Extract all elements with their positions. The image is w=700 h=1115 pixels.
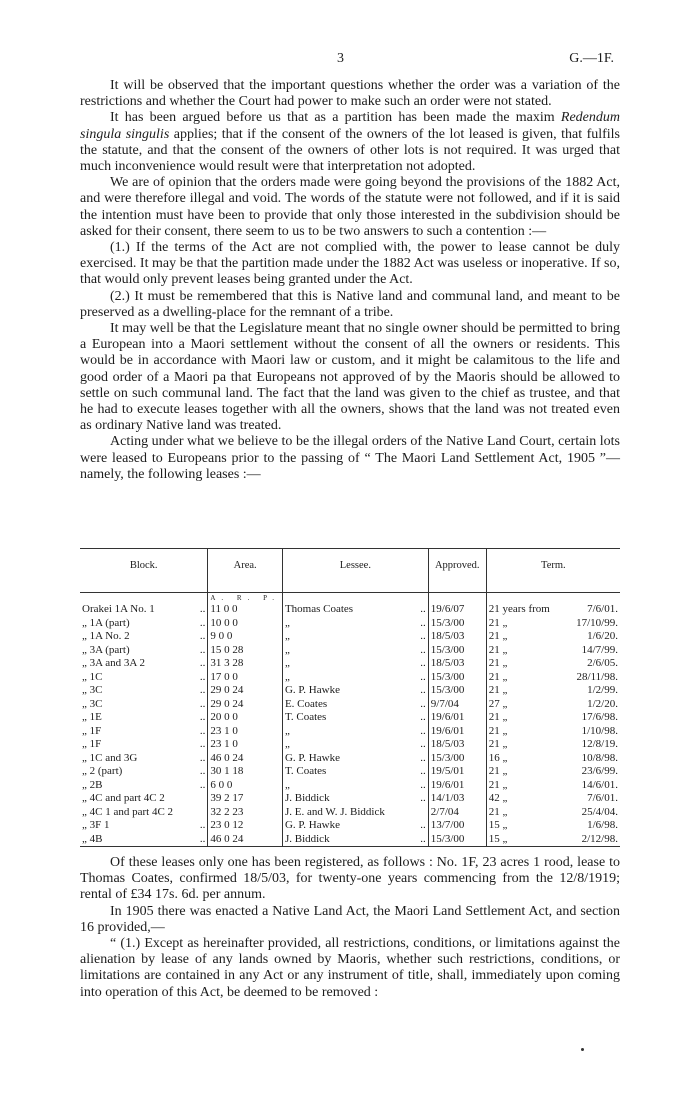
term-cell-text: 21 „ [488,711,508,723]
lessee-cell-suffix: .. [420,711,426,723]
term-cell-text: 21 „ [488,765,508,777]
term-cell-suffix: 1/10/98. [581,724,618,737]
table-row [80,644,620,658]
approved-cell-text: 2/7/04 [430,805,459,818]
lessee-cell-suffix: .. [420,751,426,764]
term-cell-suffix: 1/6/20. [587,630,618,642]
term-cell-suffix: 10/8/98. [581,751,618,764]
block-cell-text: „ 1C [82,670,103,683]
block-cell-text: „ 1E [82,711,102,723]
term-cell [486,752,620,766]
lessee-cell-suffix: .. [420,643,426,656]
term-cell-text: 21 „ [488,805,508,818]
approved-cell [428,657,486,671]
lessee-cell [282,819,428,833]
block-cell [80,833,208,847]
term-cell-suffix: 17/6/98. [581,711,618,723]
term-cell [486,833,620,847]
approved-cell-text: 15/3/00 [430,684,465,696]
units-row [80,593,620,604]
lessee-cell-text: J. Biddick [284,792,330,804]
lessee-cell [282,752,428,766]
table-row [80,752,620,766]
table-row [80,698,620,712]
area-cell-text: 10 0 0 [210,616,238,629]
term-cell-suffix: 14/6/01. [581,778,618,791]
lessee-cell-text: „ [284,778,290,791]
table-row [80,617,620,631]
lessee-cell-suffix: .. [420,819,426,831]
block-cell-suffix: .. [199,819,206,831]
lessee-cell-text: „ [284,738,290,750]
lessee-cell-text: G. P. Hawke [284,684,340,696]
table-body [80,593,620,847]
term-cell [486,779,620,793]
term-cell [486,765,620,779]
lessee-cell-suffix: .. [420,738,426,750]
block-cell [80,630,208,644]
block-cell [80,806,208,820]
block-cell [80,671,208,685]
lessee-cell-suffix: .. [420,832,426,845]
lessee-cell-suffix: .. [420,724,426,737]
body-text-top [80,78,620,483]
area-cell [208,617,283,631]
area-units: A. R. P. [208,593,283,604]
term-cell [486,725,620,739]
paragraph: (2.) It must be remembered that this is Native land and communal land, and meant to be preserved as a dwelling-place for the remnant of a tribe. [80,288,620,320]
block-cell-suffix: .. [199,711,206,723]
table-row [80,711,620,725]
term-cell-suffix: 28/11/98. [576,670,618,683]
term-cell-text: 15 „ [488,819,508,831]
block-cell-text: „ 4B [82,832,103,845]
lessee-cell [282,630,428,644]
column-header: Area. [208,549,283,593]
block-cell-suffix: .. [199,751,206,764]
term-cell-text: 21 „ [488,630,508,642]
lessee-cell [282,833,428,847]
block-cell-suffix: .. [199,616,206,629]
lessee-cell-text: „ [284,724,290,737]
lessee-cell-text: „ [284,616,290,629]
lessee-cell-text: „ [284,657,290,669]
lessee-cell [282,671,428,685]
lessee-cell-text: J. Biddick [284,832,330,845]
term-cell [486,657,620,671]
lessee-cell [282,738,428,752]
term-cell-suffix: 25/4/04. [581,805,618,818]
approved-cell-text: 19/6/01 [430,778,465,791]
table-row [80,671,620,685]
block-cell-text: „ 2B [82,778,103,791]
area-cell-text: 32 2 23 [210,805,244,818]
block-cell-suffix: .. [199,643,206,656]
term-cell [486,819,620,833]
block-cell [80,752,208,766]
page-number: 3 [337,51,344,66]
term-cell-text: 21 years from [488,603,550,615]
lessee-cell-suffix: .. [420,697,426,710]
term-cell-text: 21 „ [488,657,508,669]
block-cell-suffix: .. [199,738,206,750]
approved-cell [428,711,486,725]
table-row [80,725,620,739]
block-cell [80,765,208,779]
approved-cell-text: 15/3/00 [430,670,465,683]
paragraph: We are of opinion that the orders made were going beyond the provisions of the 1882 Act, and were therefore illegal and void. The words of the statute were not followed, and if it is said the intention must have been to provide that only those interested in the subdivision should be asked for their consent, there seem to us to be two answers to such a contention :— [80,175,620,239]
paragraph-text: It has been argued before us that as a partition has been made the maxim [110,110,555,126]
approved-cell [428,752,486,766]
area-cell-text: 39 2 17 [210,792,244,804]
table-row [80,630,620,644]
approved-cell-text: 15/3/00 [430,643,465,656]
block-cell-text: Orakei 1A No. 1 [82,603,155,615]
lessee-cell [282,779,428,793]
lessee-cell-suffix: .. [420,603,426,615]
lessee-cell [282,806,428,820]
table-row [80,738,620,752]
block-cell [80,603,208,617]
lessee-cell-suffix: .. [420,630,426,642]
approved-cell-text: 15/3/00 [430,616,465,629]
term-cell-suffix: 1/6/98. [587,819,618,831]
block-cell [80,684,208,698]
block-cell-suffix: .. [199,684,206,696]
lessee-cell-text: T. Coates [284,765,327,777]
approved-cell [428,684,486,698]
approved-cell-text: 18/5/03 [430,657,465,669]
term-cell-text: 21 „ [488,643,508,656]
paragraph: (1.) If the terms of the Act are not complied with, the power to lease cannot be duly exercised. It may be that the partition made under the 1882 Act was useless or inoperative. If so, that would only prevent leases being granted under the Act. [80,240,620,288]
lessee-cell-text: E. Coates [284,697,328,710]
term-cell-text: 21 „ [488,684,508,696]
area-cell [208,684,283,698]
lessee-cell [282,617,428,631]
paragraph: In 1905 there was enacted a Native Land Act, the Maori Land Settlement Act, and section 16 provided,— [80,903,620,935]
column-header: Term. [486,549,620,593]
block-cell [80,617,208,631]
table-header-row [80,549,620,593]
term-cell [486,671,620,685]
block-cell-text: „ 1A (part) [82,616,130,629]
term-cell-text: 42 „ [488,792,508,804]
lessee-cell-suffix: .. [420,670,426,683]
lessee-cell [282,657,428,671]
area-cell [208,630,283,644]
block-cell-text: „ 1F [82,724,102,737]
approved-cell-text: 19/6/01 [430,724,465,737]
approved-cell [428,819,486,833]
block-cell-text: „ 4C and part 4C 2 [82,792,165,804]
term-cell-text: 21 „ [488,616,508,629]
block-cell-text: „ 3C [82,684,103,696]
term-cell-suffix: 2/12/98. [581,832,618,845]
area-cell-text: 29 0 24 [210,684,244,696]
approved-cell [428,806,486,820]
block-cell-suffix: .. [199,832,206,845]
term-cell-text: 16 „ [488,751,508,764]
block-cell [80,657,208,671]
block-cell-suffix: .. [199,657,206,669]
table-row [80,779,620,793]
term-cell [486,806,620,820]
area-cell-text: 30 1 18 [210,765,244,777]
lessee-cell-text: G. P. Hawke [284,751,340,764]
table-row [80,765,620,779]
block-cell [80,819,208,833]
lessee-cell-suffix: .. [420,684,426,696]
term-cell-suffix: 7/6/01. [587,792,618,804]
area-cell-text: 31 3 28 [210,657,244,669]
block-cell [80,711,208,725]
block-cell-text: „ 3C [82,697,103,710]
area-cell [208,752,283,766]
area-cell-text: 9 0 0 [210,630,233,642]
area-cell-text: 23 1 0 [210,738,238,750]
approved-cell [428,671,486,685]
block-cell-suffix: .. [199,724,206,737]
approved-cell-text: 9/7/04 [430,697,459,710]
lessee-cell-suffix: .. [420,792,426,804]
lessee-cell-text: Thomas Coates [284,603,354,615]
area-cell-text: 15 0 28 [210,643,244,656]
paragraph: Acting under what we believe to be the illegal orders of the Native Land Court, certain lots were leased to Europeans prior to the passing of “ The Maori Land Settlement Act, 1905 ”—namely, the following leases :— [80,434,620,482]
body-text-bottom [80,855,620,1001]
block-cell [80,792,208,806]
lessee-cell-text: T. Coates [284,711,327,723]
paragraph: Of these leases only one has been registered, as follows : No. 1F, 23 acres 1 rood, lease to Thomas Coates, confirmed 18/5/03, for twenty-one years commencing from the 12/8/1919; rental of £34 17s. 6d. per annum. [80,855,620,903]
approved-cell-text: 14/1/03 [430,792,465,804]
term-cell-suffix: 7/6/01. [587,603,618,615]
paragraph [80,110,620,175]
area-cell [208,738,283,752]
block-cell [80,779,208,793]
area-cell [208,711,283,725]
area-cell-text: 11 0 0 [210,603,238,615]
approved-cell [428,644,486,658]
area-cell [208,833,283,847]
block-cell [80,738,208,752]
table-row [80,684,620,698]
approved-cell [428,603,486,617]
column-header: Block. [80,549,208,593]
area-cell-text: 23 1 0 [210,724,238,737]
area-cell [208,644,283,658]
lessee-cell-suffix: .. [420,778,426,791]
lessee-cell [282,725,428,739]
block-cell-text: „ 3A (part) [82,643,130,656]
lessee-cell-text: „ [284,630,290,642]
latin-maxim: Redendum singula singulis [80,110,620,142]
approved-cell [428,617,486,631]
approved-cell-text: 13/7/00 [430,819,465,831]
term-cell-suffix: 14/7/99. [581,643,618,656]
term-cell-text: 21 „ [488,778,508,791]
lessee-cell [282,684,428,698]
term-cell [486,684,620,698]
term-cell [486,698,620,712]
area-cell-text: 6 0 0 [210,778,233,791]
lessee-cell-text: „ [284,643,290,656]
term-cell-suffix: 1/2/20. [587,697,618,710]
lessee-cell-text: J. E. and W. J. Biddick [284,805,385,818]
term-cell [486,792,620,806]
approved-cell-text: 19/6/07 [430,603,465,615]
term-cell [486,711,620,725]
term-cell-text: 21 „ [488,738,508,750]
block-cell-suffix: .. [199,778,206,791]
block-cell-text: „ 3A and 3A 2 [82,657,145,669]
table-row [80,792,620,806]
lessee-cell [282,711,428,725]
term-cell [486,738,620,752]
area-cell-text: 23 0 12 [210,819,244,831]
term-cell-suffix: 2/6/05. [587,657,618,669]
approved-cell-text: 18/5/03 [430,738,465,750]
area-cell-text: 46 0 24 [210,832,244,845]
area-cell-text: 20 0 0 [210,711,238,723]
term-cell-text: 27 „ [488,697,508,710]
table-row [80,819,620,833]
approved-cell-text: 15/3/00 [430,832,465,845]
block-cell-text: „ 1A No. 2 [82,630,130,642]
lessee-cell-text: G. P. Hawke [284,819,340,831]
paragraph-text: applies; that if the consent of the owners of the lot leased is given, that fulfils the statute, and that the consent of the owners of other lots is not required. It was urged that much inconvenience would result were that interpretation not adopted. [80,126,621,175]
lessee-cell [282,644,428,658]
lessee-cell-suffix: .. [420,616,426,629]
block-cell-text: „ 1C and 3G [82,751,138,764]
table-row [80,806,620,820]
term-cell-suffix: 23/6/99. [581,765,618,777]
lessee-cell [282,765,428,779]
area-cell-text: 17 0 0 [210,670,238,683]
lessee-cell-suffix: .. [420,765,426,777]
area-cell [208,671,283,685]
term-cell-text: 21 „ [488,724,508,737]
stray-dot [581,1048,584,1051]
approved-cell-text: 19/6/01 [430,711,465,723]
approved-cell [428,698,486,712]
area-cell [208,779,283,793]
approved-cell [428,792,486,806]
approved-cell [428,833,486,847]
area-cell [208,819,283,833]
approved-cell [428,738,486,752]
term-cell-suffix: 1/2/99. [587,684,618,696]
approved-cell-text: 18/5/03 [430,630,465,642]
block-cell-suffix: .. [199,603,206,615]
approved-cell-text: 19/5/01 [430,765,465,777]
page-header [0,51,700,71]
block-cell-suffix: .. [199,670,206,683]
block-cell [80,725,208,739]
lessee-cell [282,792,428,806]
leases-table [80,548,620,847]
table-row [80,657,620,671]
block-cell-text: „ 4C 1 and part 4C 2 [82,805,174,818]
lessee-cell [282,603,428,617]
paragraph: It will be observed that the important questions whether the order was a variation of the restrictions and whether the Court had power to make such an order were not stated. [80,78,620,110]
block-cell-suffix: .. [199,765,206,777]
approved-cell [428,779,486,793]
term-cell-suffix: 12/8/19. [581,738,618,750]
approved-cell [428,630,486,644]
term-cell-suffix: 17/10/99. [576,616,618,629]
table-row [80,833,620,847]
area-cell [208,698,283,712]
area-cell [208,603,283,617]
area-cell [208,657,283,671]
lessee-cell-suffix: .. [420,657,426,669]
paragraph: “ (1.) Except as hereinafter provided, all restrictions, conditions, or limitations against the alienation by lease of any lands owned by Maoris, whether such restrictions, conditions, or limitations are contained in any Act or any instrument of title, shall, immediately upon coming into operation of this Act, be deemed to be removed : [80,936,620,1000]
column-header: Approved. [428,549,486,593]
term-cell-text: 21 „ [488,670,508,683]
term-cell [486,630,620,644]
lessee-cell-text: „ [284,670,290,683]
block-cell-text: „ 2 (part) [82,765,123,777]
area-cell-text: 46 0 24 [210,751,244,764]
area-cell [208,725,283,739]
term-cell-text: 15 „ [488,832,508,845]
approved-cell-text: 15/3/00 [430,751,465,764]
approved-cell [428,725,486,739]
paragraph: It may well be that the Legislature meant that no single owner should be permitted to bring a European into a Maori settlement without the consent of all the owners or residents. This would be in accordance with Maori law or custom, and it might be calamitous to the life and good order of a Maori pa that Europeans not approved of by the Maoris should be allowed to settle on such communal land. The fact that the land was given to the chief as trustee, and that he had to execute leases together with all the owners, shows that the land was not treated even as ordinary Native land was treated. [80,321,620,434]
block-cell-suffix: .. [199,697,206,710]
table-row [80,603,620,617]
lessee-cell [282,698,428,712]
column-header: Lessee. [282,549,428,593]
area-cell [208,806,283,820]
block-cell-text: „ 1F [82,738,102,750]
term-cell [486,603,620,617]
area-cell-text: 29 0 24 [210,697,244,710]
area-cell [208,765,283,779]
block-cell-suffix: .. [199,630,206,642]
area-cell [208,792,283,806]
block-cell [80,644,208,658]
term-cell [486,617,620,631]
document-reference: G.—1F. [569,51,614,66]
term-cell [486,644,620,658]
approved-cell [428,765,486,779]
block-cell-text: „ 3F 1 [82,819,110,831]
block-cell [80,698,208,712]
